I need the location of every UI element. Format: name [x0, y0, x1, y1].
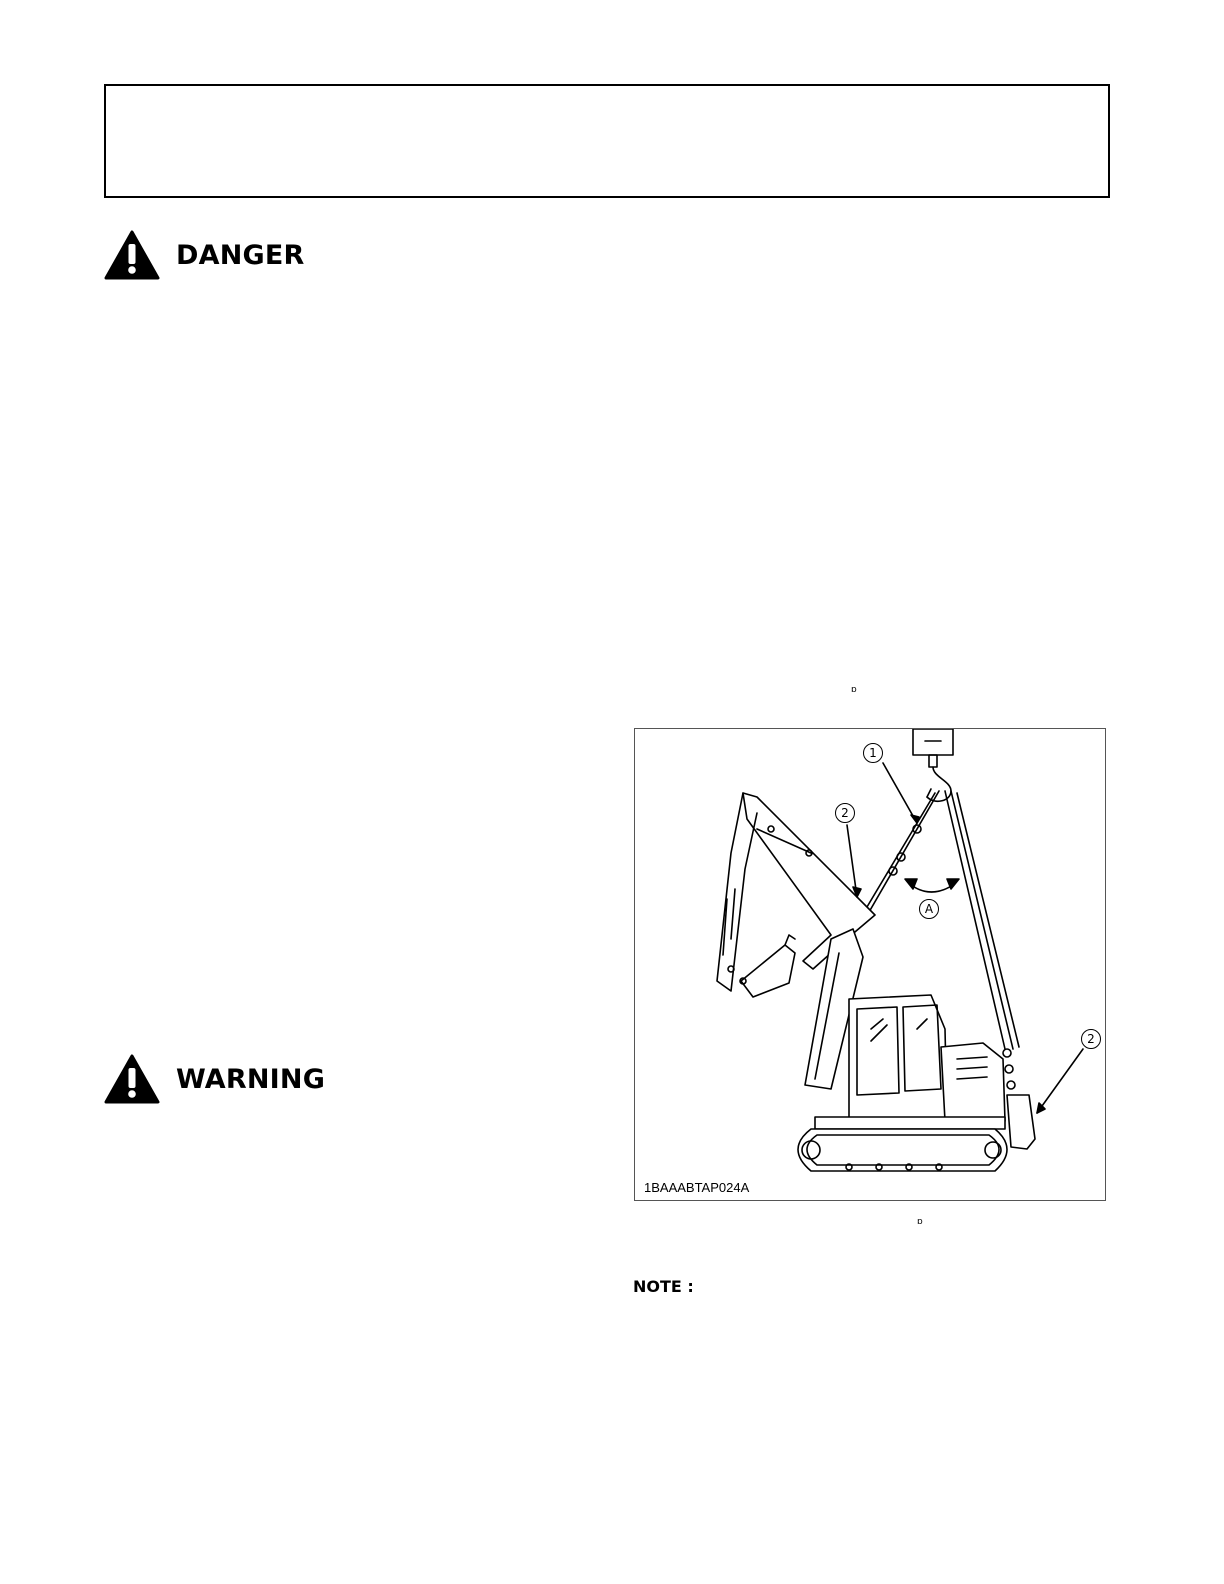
- callout-shackle-left: 2: [835, 803, 855, 823]
- note-label: NOTE :: [633, 1277, 694, 1296]
- danger-label: DANGER: [176, 239, 305, 271]
- warning-triangle-icon: [104, 1054, 160, 1104]
- danger-signal: [104, 230, 305, 280]
- figure-code: 1BAAABTAP024A: [644, 1180, 750, 1195]
- lifting-figure: [634, 728, 1106, 1201]
- warning-signal: [104, 1054, 325, 1104]
- warning-triangle-icon: [104, 230, 160, 280]
- callout-angle-a: A: [919, 899, 939, 919]
- callout-wire-rope: 1: [863, 743, 883, 763]
- excavator-lifting-illustration: [635, 729, 1105, 1200]
- header-box: [104, 84, 1110, 198]
- page-mark: ɒ: [917, 1217, 923, 1227]
- warning-label: WARNING: [176, 1063, 326, 1095]
- callout-shackle-right: 2: [1081, 1029, 1101, 1049]
- page-mark: ɒ: [851, 685, 857, 695]
